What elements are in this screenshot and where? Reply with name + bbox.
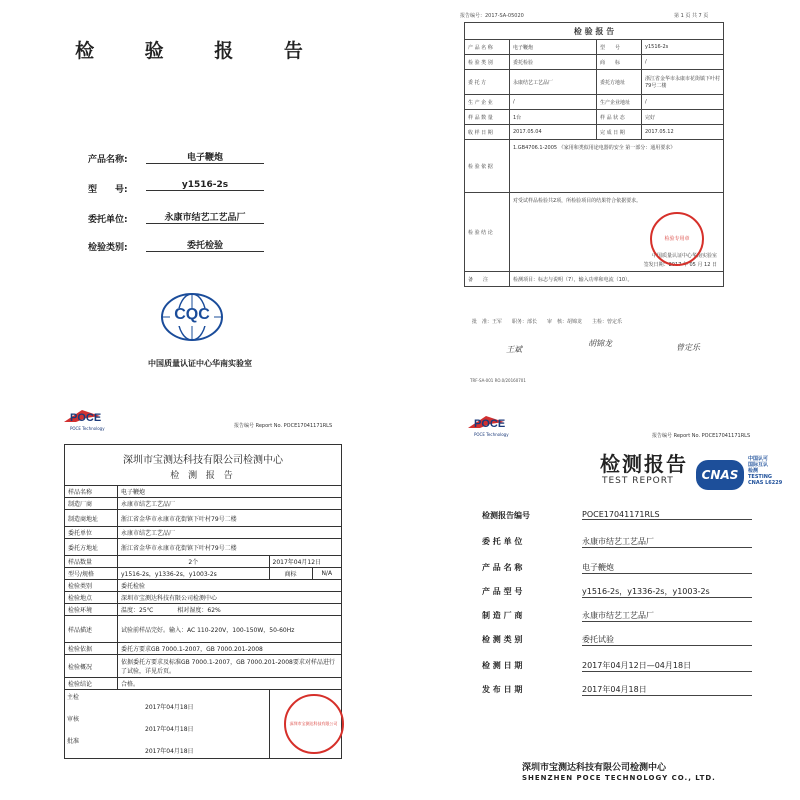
cell-value: 委托检验 — [510, 55, 597, 70]
cover-row — [482, 660, 692, 671]
cell-value: y1516-2s，y1336-2s，y1003-2s — [118, 568, 270, 580]
cell-value: 2017.05.12 — [642, 125, 724, 140]
signature-1: 王斌 — [506, 345, 522, 354]
cell-label: 委 托 方 — [465, 70, 510, 95]
cell-value: 1台 — [510, 110, 597, 125]
org-title: 深圳市宝测达科技有限公司检测中心 — [65, 445, 342, 468]
cell-value: / — [642, 55, 724, 70]
cell-label: 生 产 企 业 — [465, 95, 510, 110]
red-stamp — [284, 694, 344, 754]
cover-value: y1516-2s — [146, 180, 264, 191]
sign-date: 2017年04月18日 — [145, 748, 194, 755]
cnas-line: 中国认可 — [748, 456, 769, 462]
cover-row-model — [88, 180, 229, 195]
signature-3: 曾定乐 — [676, 343, 700, 352]
cell-value: 试验前样品完好。输入：AC 110-220V，100-150W，50-60Hz — [118, 616, 342, 643]
cell-value: 1.GB4706.1-2005 《家用和类似用途电器的安全 第一部分：通用要求》 — [510, 140, 724, 193]
sign-block — [65, 690, 270, 759]
sign-date: 2017年04月18日 — [145, 704, 194, 711]
org-name-en: SHENZHEN POCE TECHNOLOGY CO., LTD. — [522, 774, 716, 782]
cell-value: 永康市结艺工艺品厂 — [118, 498, 342, 510]
stamp-text: 检验专用章 — [664, 236, 690, 242]
cell-label: 型 号 — [597, 40, 642, 55]
cqc-logo — [160, 292, 224, 342]
cover-row — [482, 634, 614, 645]
cnas-text: CNAS — [701, 468, 739, 482]
cell-value: N/A — [312, 568, 342, 580]
form-number: TRF-SA-001 RO.0/20160701 — [470, 378, 526, 383]
cover-row — [482, 586, 710, 597]
cell-value: 2个 — [118, 556, 270, 568]
row-value: POCE17041171RLS — [582, 510, 752, 520]
cover-label: 委托单位: — [88, 215, 128, 225]
cnas-line: CNAS L6229 — [748, 480, 783, 486]
sign-row: 批 准：王军 职务：部长 审 核：胡锦龙 主检：曾定乐 — [472, 319, 623, 325]
stamp-text: 深圳市宝测达科技有限公司 — [289, 721, 338, 726]
cell-value: / — [510, 95, 597, 110]
cover-row — [482, 610, 654, 621]
cell-label: 检 验 类 别 — [465, 55, 510, 70]
cell-value: 依据委托方要求及标准GB 7000.1-2007，GB 7000.201-2008要求对样品进行了试验，详见后页。 — [118, 655, 342, 678]
row-value: y1516-2s，y1336-2s，y1003-2s — [582, 586, 752, 598]
cover-value: 电子鞭炮 — [146, 150, 264, 164]
cell-label: 型号/规格 — [65, 568, 118, 580]
cell-value: 委托方要求GB 7000.1-2007，GB 7000.201-2008 — [118, 643, 342, 655]
poce-logo: POCE — [474, 418, 506, 430]
cell-value: 合格。 — [118, 678, 342, 690]
cnas-badge — [696, 460, 744, 490]
cell-label: 检验概况 — [65, 655, 118, 678]
org-name-cn: 深圳市宝测达科技有限公司检测中心 — [522, 763, 667, 773]
cell-label: 检验地点 — [65, 592, 118, 604]
cover-label: 检验类别: — [88, 243, 128, 253]
lab-name: 中国质量认证中心华南实验室 — [148, 359, 252, 368]
poce-logo-sub: POCE Technology — [474, 432, 509, 437]
sign-date: 2017年04月18日 — [145, 726, 194, 733]
cell-label: 样品数量 — [65, 556, 118, 568]
cell-value: 电子鞭炮 — [510, 40, 597, 55]
cnas-line: TESTING — [748, 474, 772, 480]
row-value: 2017年04月18日 — [582, 684, 752, 696]
cell-value: 完好 — [642, 110, 724, 125]
cell-label: 备 注 — [465, 272, 510, 287]
cell-label: 制造厂商 — [65, 498, 118, 510]
cover-row-product — [88, 152, 223, 165]
report-title: 检 测 报 告 — [65, 467, 342, 486]
cell-value: 对受试样品检验共2项，所检验项目的结果符合依据要求。 — [513, 198, 642, 204]
cell-label: 商标 — [269, 568, 312, 580]
cover-row — [482, 684, 647, 695]
cell-label: 样 品 状 态 — [597, 110, 642, 125]
cell-label: 检验依据 — [65, 643, 118, 655]
cell-value: 委托检验 — [118, 580, 342, 592]
cell-label: 检验类别 — [65, 580, 118, 592]
cqc-logo-text: CQC — [174, 306, 210, 323]
cover-row — [482, 562, 614, 573]
cnas-info — [748, 456, 782, 486]
inspection-report-page — [400, 0, 800, 400]
cover-label: 产品名称: — [88, 155, 128, 165]
poce-logo-sub: POCE Technology — [70, 426, 105, 431]
row-value: 2017年04月12日—04月18日 — [582, 660, 752, 672]
cover-row — [482, 536, 654, 547]
signature-2: 胡锦龙 — [588, 339, 612, 348]
cell-value: 浙江省金华市永康市花街镇下叶村79号二楼 — [642, 70, 724, 95]
cell-label: 收 样 日 期 — [465, 125, 510, 140]
row-value: 电子鞭炮 — [582, 562, 752, 574]
cover-value: 永康市结艺工艺品厂 — [146, 210, 264, 224]
cell-label: 检 验 结 论 — [465, 193, 510, 272]
conclusion-date: 签发日期：2017 年 05 月 12 日 — [643, 262, 717, 268]
report-title-en: TEST REPORT — [602, 476, 674, 486]
cell-label: 样品描述 — [65, 616, 118, 643]
cover-value: 委托检验 — [146, 238, 264, 252]
cell-label: 委托单位 — [65, 527, 118, 539]
cover-row-client — [88, 212, 246, 225]
row-label: 检测报告编号 — [482, 511, 530, 520]
report-title: 检 验 报 告 — [465, 23, 724, 40]
cell-label: 委托方地址 — [597, 70, 642, 95]
row-value: 永康市结艺工艺品厂 — [582, 610, 752, 622]
cell-value: / — [642, 95, 724, 110]
conclusion-org: 中国质量认证中心华南实验室 — [651, 253, 717, 259]
cell-value: 深圳市宝测达科技有限公司检测中心 — [118, 592, 342, 604]
cell-label: 商 标 — [597, 55, 642, 70]
cnas-line: 国际互认 — [748, 462, 769, 468]
row-label: 产 品 型 号 — [482, 587, 523, 596]
cell-label: 生产企业地址 — [597, 95, 642, 110]
cover-row-category — [88, 240, 223, 253]
cell-label: 委托方地址 — [65, 539, 118, 556]
cnas-line: 检测 — [748, 468, 759, 474]
cell-value: y1516-2s — [642, 40, 724, 55]
cell-label: 检 验 依 据 — [465, 140, 510, 193]
row-label: 产 品 名 称 — [482, 563, 523, 572]
cover-title: 检 验 报 告 — [75, 40, 325, 62]
row-value: 委托试验 — [582, 634, 752, 646]
row-value: 永康市结艺工艺品厂 — [582, 536, 752, 548]
cell-value: 2017年04月12日 — [269, 556, 342, 568]
cell-label: 样 品 数 量 — [465, 110, 510, 125]
red-stamp — [650, 212, 704, 266]
cell-label: 检验环境 — [65, 604, 118, 616]
cell-value: 检测项目：标志与说明（7），输入功率和电流（10）。 — [510, 272, 724, 287]
cover-page — [0, 0, 400, 400]
poce-report-table — [64, 444, 342, 759]
poce-report-page — [34, 400, 370, 800]
poce-cover-page — [452, 410, 792, 800]
sign-label: 审核 — [67, 716, 80, 723]
cover-label: 型 号: — [88, 185, 128, 195]
row-label: 发 布 日 期 — [482, 685, 523, 694]
cell-label: 制造商地址 — [65, 510, 118, 527]
cell-label: 产 品 名 称 — [465, 40, 510, 55]
row-label: 检 测 类 别 — [482, 635, 523, 644]
row-label: 委 托 单 位 — [482, 537, 523, 546]
sign-label: 主检 — [67, 694, 80, 701]
stamp-cell — [269, 690, 342, 759]
cell-value: 电子鞭炮 — [118, 486, 342, 498]
row-label: 检 测 日 期 — [482, 661, 523, 670]
sign-label: 批准 — [67, 738, 80, 745]
cell-label: 检验结论 — [65, 678, 118, 690]
page-number: 第 1 页 共 7 页 — [674, 13, 709, 19]
report-title: 检测报告 — [600, 452, 688, 476]
row-label: 制 造 厂 商 — [482, 611, 523, 620]
poce-logo: POCE — [70, 412, 102, 424]
cell-value: 2017.05.04 — [510, 125, 597, 140]
cell-label: 样品名称 — [65, 486, 118, 498]
cell-value: 温度：25℃ 相对湿度：62% — [118, 604, 342, 616]
report-number: 报告编号：2017-SA-05020 — [460, 13, 524, 19]
cover-row — [482, 510, 660, 521]
report-number: 报告编号 Report No. POCE17041171RLS — [234, 423, 333, 429]
cell-value: 永康结艺工艺品厂 — [510, 70, 597, 95]
cell-value: 浙江省金华市永康市花街镇下叶村79号二楼 — [118, 510, 342, 527]
report-number: 报告编号 Report No. POCE17041171RLS — [652, 433, 751, 439]
cell-value: 浙江省金华市永康市花街镇下叶村79号二楼 — [118, 539, 342, 556]
cell-label: 完 成 日 期 — [597, 125, 642, 140]
cell-value: 永康市结艺工艺品厂 — [118, 527, 342, 539]
